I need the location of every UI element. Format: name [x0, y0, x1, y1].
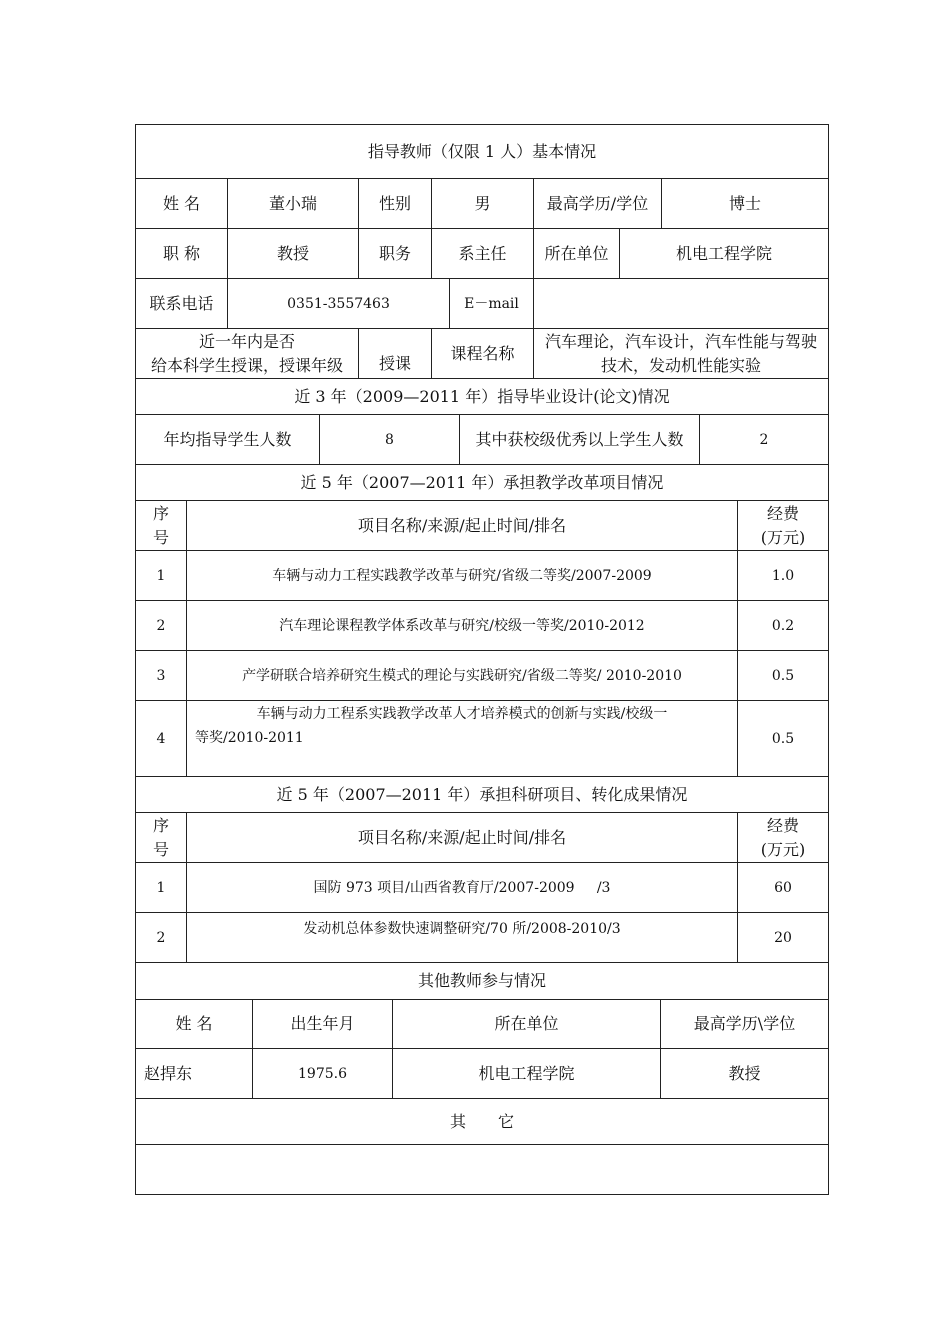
others-col-name: 姓 名: [175, 1014, 213, 1033]
reform-seq: 3: [156, 667, 166, 684]
others-header-row: [135, 962, 829, 999]
research-col-seq-2: 号: [152, 839, 169, 859]
course-label: 课程名称: [431, 329, 533, 378]
others-name: 赵捍东: [144, 1063, 193, 1083]
name-label: 姓 名: [162, 193, 201, 213]
excellent-students-value: 2: [699, 415, 828, 464]
reform-fund: 0.2: [737, 601, 828, 650]
reform-col-fund-2: (万元): [760, 527, 806, 547]
misc-header: 其 它: [449, 1111, 514, 1131]
reform-fund: 0.5: [737, 651, 828, 700]
gender-label: 性别: [358, 179, 431, 228]
research-row: [135, 862, 829, 912]
research-col-seq-1: 序: [152, 815, 169, 835]
reform-fund: 0.5: [737, 701, 828, 776]
others-col-birth: 出生年月: [252, 1000, 392, 1048]
teaching-row: [135, 328, 829, 378]
unit-label: 所在单位: [533, 229, 619, 278]
course-list: [533, 329, 828, 378]
title-value: 教授: [227, 229, 358, 278]
others-birth: 1975.6: [252, 1049, 392, 1098]
degree-value: 博士: [661, 179, 828, 228]
reform-seq: 1: [156, 567, 166, 584]
unit-value: 机电工程学院: [619, 229, 828, 278]
research-col-name: 项目名称/来源/起止时间/排名: [186, 813, 737, 862]
reform-row: [135, 550, 829, 600]
reform-col-seq-1: 序: [152, 503, 169, 523]
post-value: 系主任: [431, 229, 533, 278]
research-header-row: [135, 776, 829, 812]
title-label: 职 称: [162, 243, 201, 263]
reform-project: 汽车理论课程教学体系改革与研究/校级一等奖/2010-2012: [186, 601, 737, 650]
teaching-question-line1: 近一年内是否: [198, 331, 295, 351]
reform-col-seq: [136, 501, 186, 550]
form-title: 指导教师（仅限 1 人）基本情况: [367, 141, 597, 161]
basic-info-row: [135, 178, 829, 228]
phone-value: 0351-3557463: [227, 279, 449, 328]
teaching-question-line2: 给本科学生授课，授课年级: [150, 355, 343, 375]
research-project: 发动机总体参数快速调整研究/70 所/2008-2010/3: [186, 913, 737, 962]
thesis-count-row: [135, 414, 829, 464]
name-value: 董小瑞: [227, 179, 358, 228]
reform-project: 产学研联合培养研究生模式的理论与实践研究/省级二等奖/ 2010-2010: [186, 651, 737, 700]
research-seq: 2: [156, 929, 166, 946]
research-col-fund-1: 经费: [766, 815, 799, 835]
research-columns-row: [135, 812, 829, 862]
reform-row: [135, 650, 829, 700]
others-col-unit: 所在单位: [392, 1000, 660, 1048]
position-row: [135, 228, 829, 278]
phone-label: 联系电话: [149, 293, 214, 313]
misc-header-row: [135, 1098, 829, 1144]
reform-col-fund: [737, 501, 828, 550]
avg-students-value: 8: [319, 415, 459, 464]
reform-header-row: [135, 464, 829, 500]
reform-header: 近 5 年（2007—2011 年）承担教学改革项目情况: [300, 472, 664, 492]
reform-seq: 2: [156, 617, 166, 634]
research-row: [135, 912, 829, 962]
reform-project-line1: 车辆与动力工程系实践教学改革人才培养模式的创新与实践/校级一: [256, 706, 668, 722]
reform-seq: 4: [156, 730, 166, 747]
teaching-question: [136, 329, 358, 378]
others-unit: 机电工程学院: [392, 1049, 660, 1098]
research-col-fund-2: (万元): [760, 839, 806, 859]
gender-value: 男: [431, 179, 533, 228]
others-columns-row: [135, 999, 829, 1048]
research-project: 国防 973 项目/山西省教育厅/2007-2009 /3: [186, 863, 737, 912]
misc-content-row: [135, 1144, 829, 1195]
course-list-line2: 技术，发动机性能实验: [600, 355, 761, 375]
others-row: [135, 1048, 829, 1098]
reform-row: [135, 700, 829, 776]
form-title-row: [135, 124, 829, 178]
degree-label: 最高学历/学位: [533, 179, 661, 228]
reform-columns-row: [135, 500, 829, 550]
advisor-info-form: [135, 124, 829, 1195]
email-value: [533, 279, 828, 328]
course-list-line1: 汽车理论，汽车设计，汽车性能与驾驶: [544, 331, 817, 351]
research-header: 近 5 年（2007—2011 年）承担科研项目、转化成果情况: [276, 784, 688, 804]
research-seq: 1: [156, 879, 166, 896]
others-header: 其他教师参与情况: [417, 971, 546, 990]
reform-col-name: 项目名称/来源/起止时间/排名: [186, 501, 737, 550]
misc-content: [136, 1145, 828, 1194]
post-label: 职务: [358, 229, 431, 278]
research-fund: 60: [737, 863, 828, 912]
reform-row: [135, 600, 829, 650]
reform-col-seq-2: 号: [152, 527, 169, 547]
teaching-answer: 授课: [358, 329, 431, 378]
others-col-degree: 最高学历\学位: [660, 1000, 828, 1048]
reform-project: 车辆与动力工程实践教学改革与研究/省级二等奖/2007-2009: [186, 551, 737, 600]
reform-col-fund-1: 经费: [766, 503, 799, 523]
research-fund: 20: [737, 913, 828, 962]
reform-project-line2: 等奖/2010-2011: [195, 730, 304, 746]
others-degree: 教授: [660, 1049, 828, 1098]
avg-students-label: 年均指导学生人数: [163, 429, 292, 449]
reform-fund: 1.0: [737, 551, 828, 600]
excellent-students-label: 其中获校级优秀以上学生人数: [459, 415, 699, 464]
research-col-fund: [737, 813, 828, 862]
research-col-seq: [136, 813, 186, 862]
email-label: E－mail: [449, 279, 533, 328]
thesis-header: 近 3 年（2009—2011 年）指导毕业设计(论文)情况: [294, 386, 670, 406]
thesis-header-row: [135, 378, 829, 414]
reform-project: [186, 701, 737, 776]
contact-row: [135, 278, 829, 328]
